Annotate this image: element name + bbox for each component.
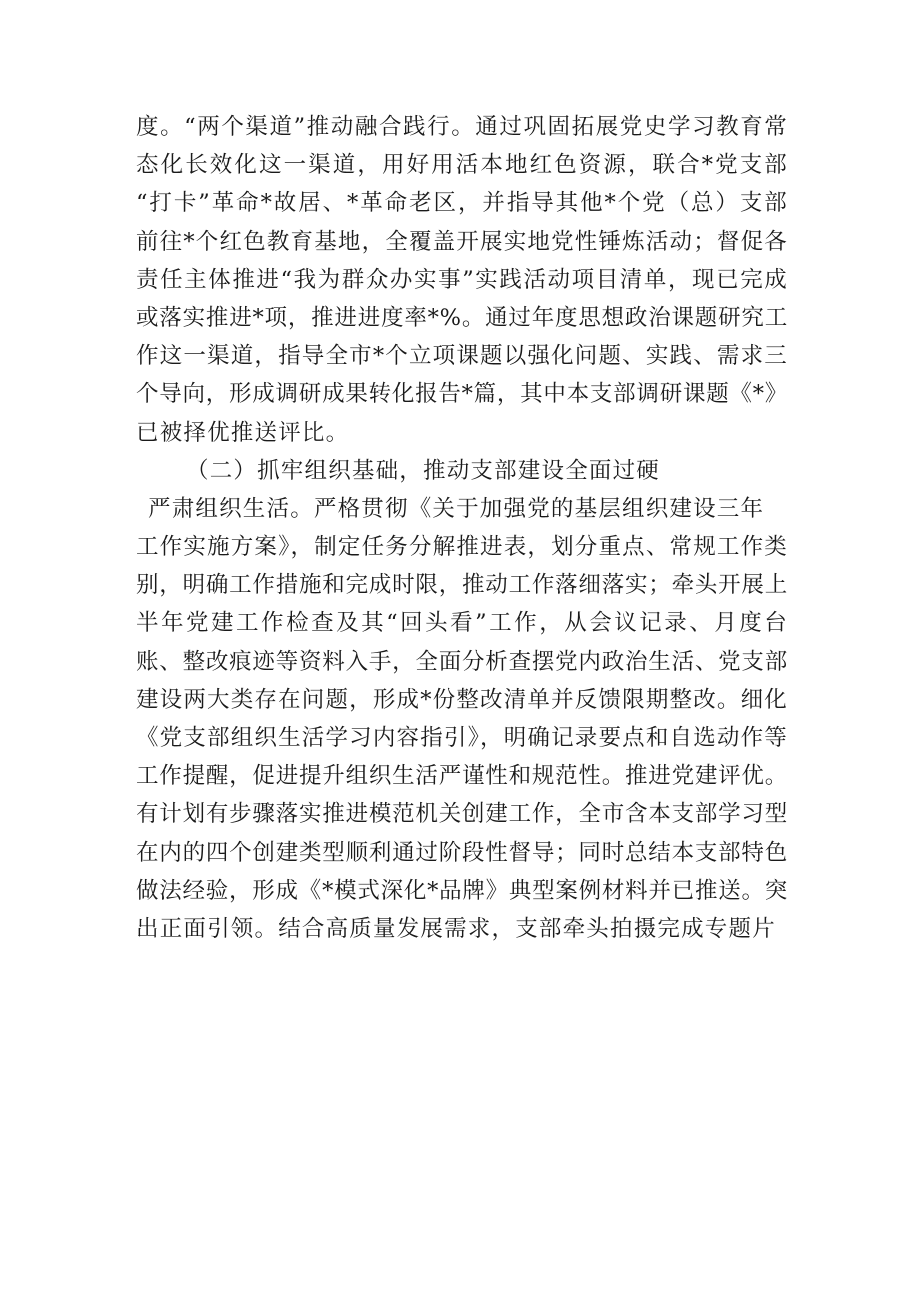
text-line: 做法经验，形成《*模式深化*品牌》典型案例材料并已推送。突 — [136, 877, 788, 904]
section-heading — [136, 452, 788, 490]
text-line: 建设两大类存在问题，形成*份整改清单并反馈限期整改。细化 — [136, 686, 788, 713]
text-line: 度。“两个渠道”推动融合践行。通过巩固拓展党史学习教育常 — [136, 114, 788, 140]
text-line: 责任主体推进“我为群众办实事”实践活动项目清单，现已完成 — [136, 266, 788, 293]
paragraph-two-channels — [136, 108, 788, 452]
text-line: 有计划有步骤落实推进模范机关创建工作，全市含本支部学习型 — [136, 801, 788, 828]
section-heading-text: （二）抓牢组织基础，推动支部建设全面过硬 — [186, 457, 661, 484]
text-line: 严肃组织生活。严格贯彻《关于加强党的基层组织建设三年 — [148, 495, 765, 522]
text-line: 前往*个红色教育基地，全覆盖开展实地党性锤炼活动；督促各 — [136, 228, 788, 255]
text-line: “打卡”革命*故居、*革命老区，并指导其他*个党（总）支部 — [136, 190, 788, 217]
text-line: 或落实推进*项，推进进度率*%。通过年度思想政治课题研究工 — [136, 304, 788, 331]
document-body — [136, 108, 788, 948]
text-line: 态化长效化这一渠道，用好用活本地红色资源，联合*党支部 — [136, 152, 788, 179]
text-line: 工作提醒，促进提升组织生活严谨性和规范性。推进党建评优。 — [136, 763, 788, 790]
text-line: 工作实施方案》，制定任务分解推进表，划分重点、常规工作类 — [136, 534, 788, 561]
text-line: 出正面引领。结合高质量发展需求，支部牵头拍摄完成专题片 — [136, 915, 776, 942]
text-line: 个导向，形成调研成果转化报告*篇，其中本支部调研课题《*》 — [136, 381, 788, 408]
text-line: 半年党建工作检查及其“回头看”工作，从会议记录、月度台 — [136, 610, 788, 637]
text-line: 在内的四个创建类型顺利通过阶段性督导；同时总结本支部特色 — [136, 839, 788, 866]
text-line: 《党支部组织生活学习内容指引》，明确记录要点和自选动作等 — [136, 725, 788, 751]
text-line: 账、整改痕迹等资料入手，全面分析查摆党内政治生活、党支部 — [136, 648, 788, 675]
text-line: 已被择优推送评比。 — [136, 419, 350, 446]
text-line: 别，明确工作措施和完成时限，推动工作落细落实；牵头开展上 — [136, 572, 788, 599]
text-line: 作这一渠道，指导全市*个立项课题以强化问题、实践、需求三 — [136, 343, 788, 370]
paragraph-organization-life — [136, 490, 788, 948]
